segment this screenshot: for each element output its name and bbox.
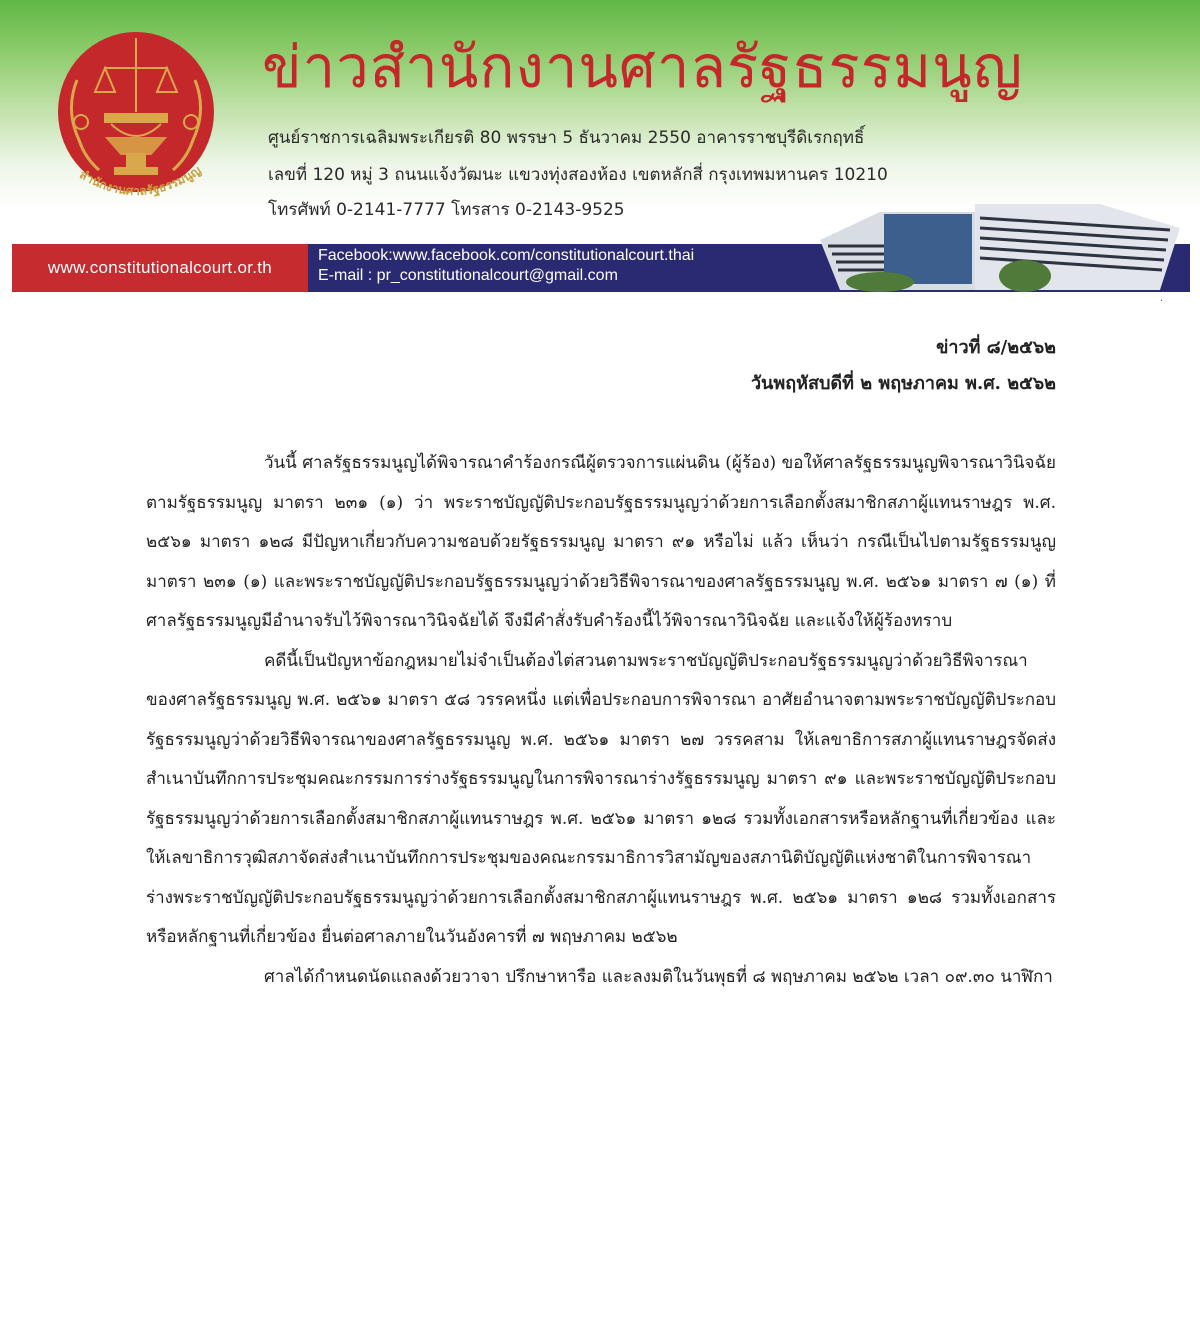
- paragraph-2: คดีนี้เป็นปัญหาข้อกฎหมายไม่จำเป็นต้องไต่สวนตามพระราชบัญญัติประกอบรัฐธรรมนูญว่าด้วยวิธีพิจารณาของศาลรัฐธรรมนูญ พ.ศ. ๒๕๖๑ มาตรา ๕๘ วรรคหนึ่ง แต่เพื่อประกอบการพิจารณา อาศัยอำนาจตามพระราชบัญญัติประกอบรัฐธรรมนูญว่าด้วยวิธีพิจารณาของศาลรัฐธรรมนูญ พ.ศ. ๒๕๖๑ มาตรา ๒๗ วรรคสาม ให้เลขาธิการสภาผู้แทนราษฎรจัดส่งสำเนาบันทึกการประชุมคณะกรรมการร่างรัฐธรรมนูญในการพิจารณาร่างรัฐธรรมนูญ มาตรา ๙๑ และพระราชบัญญัติประกอบรัฐธรรมนูญว่าด้วยการเลือกตั้งสมาชิกสภาผู้แทนราษฎร พ.ศ. ๒๕๖๑ มาตรา ๑๒๘ รวมทั้งเอกสารหรือหลักฐานที่เกี่ยวข้อง และให้เลขาธิการวุฒิสภาจัดส่งสำเนาบันทึกการประชุมของคณะกรรมาธิการวิสามัญของสภานิติบัญญัติแห่งชาติในการพิจารณาร่างพระราชบัญญัติประกอบรัฐธรรมนูญว่าด้วยการเลือกตั้งสมาชิกสภาผู้แทนราษฎร พ.ศ. ๒๕๖๑ มาตรา ๑๒๘ รวมทั้งเอกสารหรือหลักฐานที่เกี่ยวข้อง ยื่นต่อศาลภายในวันอังคารที่ ๗ พฤษภาคม ๒๕๖๒: [146, 650, 1056, 947]
- email-link[interactable]: E-mail : pr_constitutionalcourt@gmail.com: [318, 267, 618, 284]
- website-link[interactable]: www.constitutionalcourt.or.th: [12, 244, 308, 292]
- address-line-1: ศูนย์ราชการเฉลิมพระเกียรติ 80 พรรษา 5 ธันวาคม 2550 อาคารราชบุรีดิเรกฤทธิ์: [268, 128, 865, 148]
- news-release-body: [146, 330, 1056, 997]
- svg-text:สำนักงานศาลรัฐธรรมนูญ: สำนักงานศาลรัฐธรรมนูญ: [77, 163, 204, 199]
- header-title: ข่าวสำนักงานศาลรัฐธรรมนูญ: [262, 33, 1024, 101]
- paragraph-3: ศาลได้กำหนดนัดแถลงด้วยวาจา ปรึกษาหารือ และลงมติในวันพุธที่ ๘ พฤษภาคม ๒๕๖๒ เวลา ๐๙.๓๐ นาฬิกา: [264, 966, 1053, 987]
- paragraph-1: วันนี้ ศาลรัฐธรรมนูญได้พิจารณาคำร้องกรณีผู้ตรวจการแผ่นดิน (ผู้ร้อง) ขอให้ศาลรัฐธรรมนูญพิจารณาวินิจฉัยตามรัฐธรรมนูญ มาตรา ๒๓๑ (๑) ว่า พระราชบัญญัติประกอบรัฐธรรมนูญว่าด้วยการเลือกตั้งสมาชิกสภาผู้แทนราษฎร พ.ศ. ๒๕๖๑ มาตรา ๑๒๘ มีปัญหาเกี่ยวกับความชอบด้วยรัฐธรรมนูญ มาตรา ๙๑ หรือไม่ แล้ว เห็นว่า กรณีเป็นไปตามรัฐธรรมนูญ มาตรา ๒๓๑ (๑) และพระราชบัญญัติประกอบรัฐธรรมนูญว่าด้วยวิธีพิจารณาของศาลรัฐธรรมนูญ พ.ศ. ๒๕๖๑ มาตรา ๗ (๑) ที่ศาลรัฐธรรมนูญมีอำนาจรับไว้พิจารณาวินิจฉัยได้ จึงมีคำสั่งรับคำร้องนี้ไว้พิจารณาวินิจฉัย และแจ้งให้ผู้ร้องทราบ: [146, 453, 1056, 631]
- constitutional-court-emblem-icon: [55, 30, 217, 206]
- news-number: ข่าวที่ ๘/๒๕๖๒: [936, 337, 1056, 358]
- court-building-image: [820, 190, 1190, 295]
- address-line-2: เลขที่ 120 หมู่ 3 ถนนแจ้งวัฒนะ แขวงทุ่งสองห้อง เขตหลักสี่ กรุงเทพมหานคร 10210: [268, 165, 888, 185]
- news-date: วันพฤหัสบดีที่ ๒ พฤษภาคม พ.ศ. ๒๕๖๒: [750, 373, 1056, 394]
- facebook-link[interactable]: Facebook:www.facebook.com/constitutionalcourt.thai: [318, 247, 695, 264]
- phone-fax-line: โทรศัพท์ 0-2141-7777 โทรสาร 0-2143-9525: [268, 200, 625, 220]
- letterhead: [0, 0, 1200, 307]
- scan-speck: ·: [1160, 296, 1164, 307]
